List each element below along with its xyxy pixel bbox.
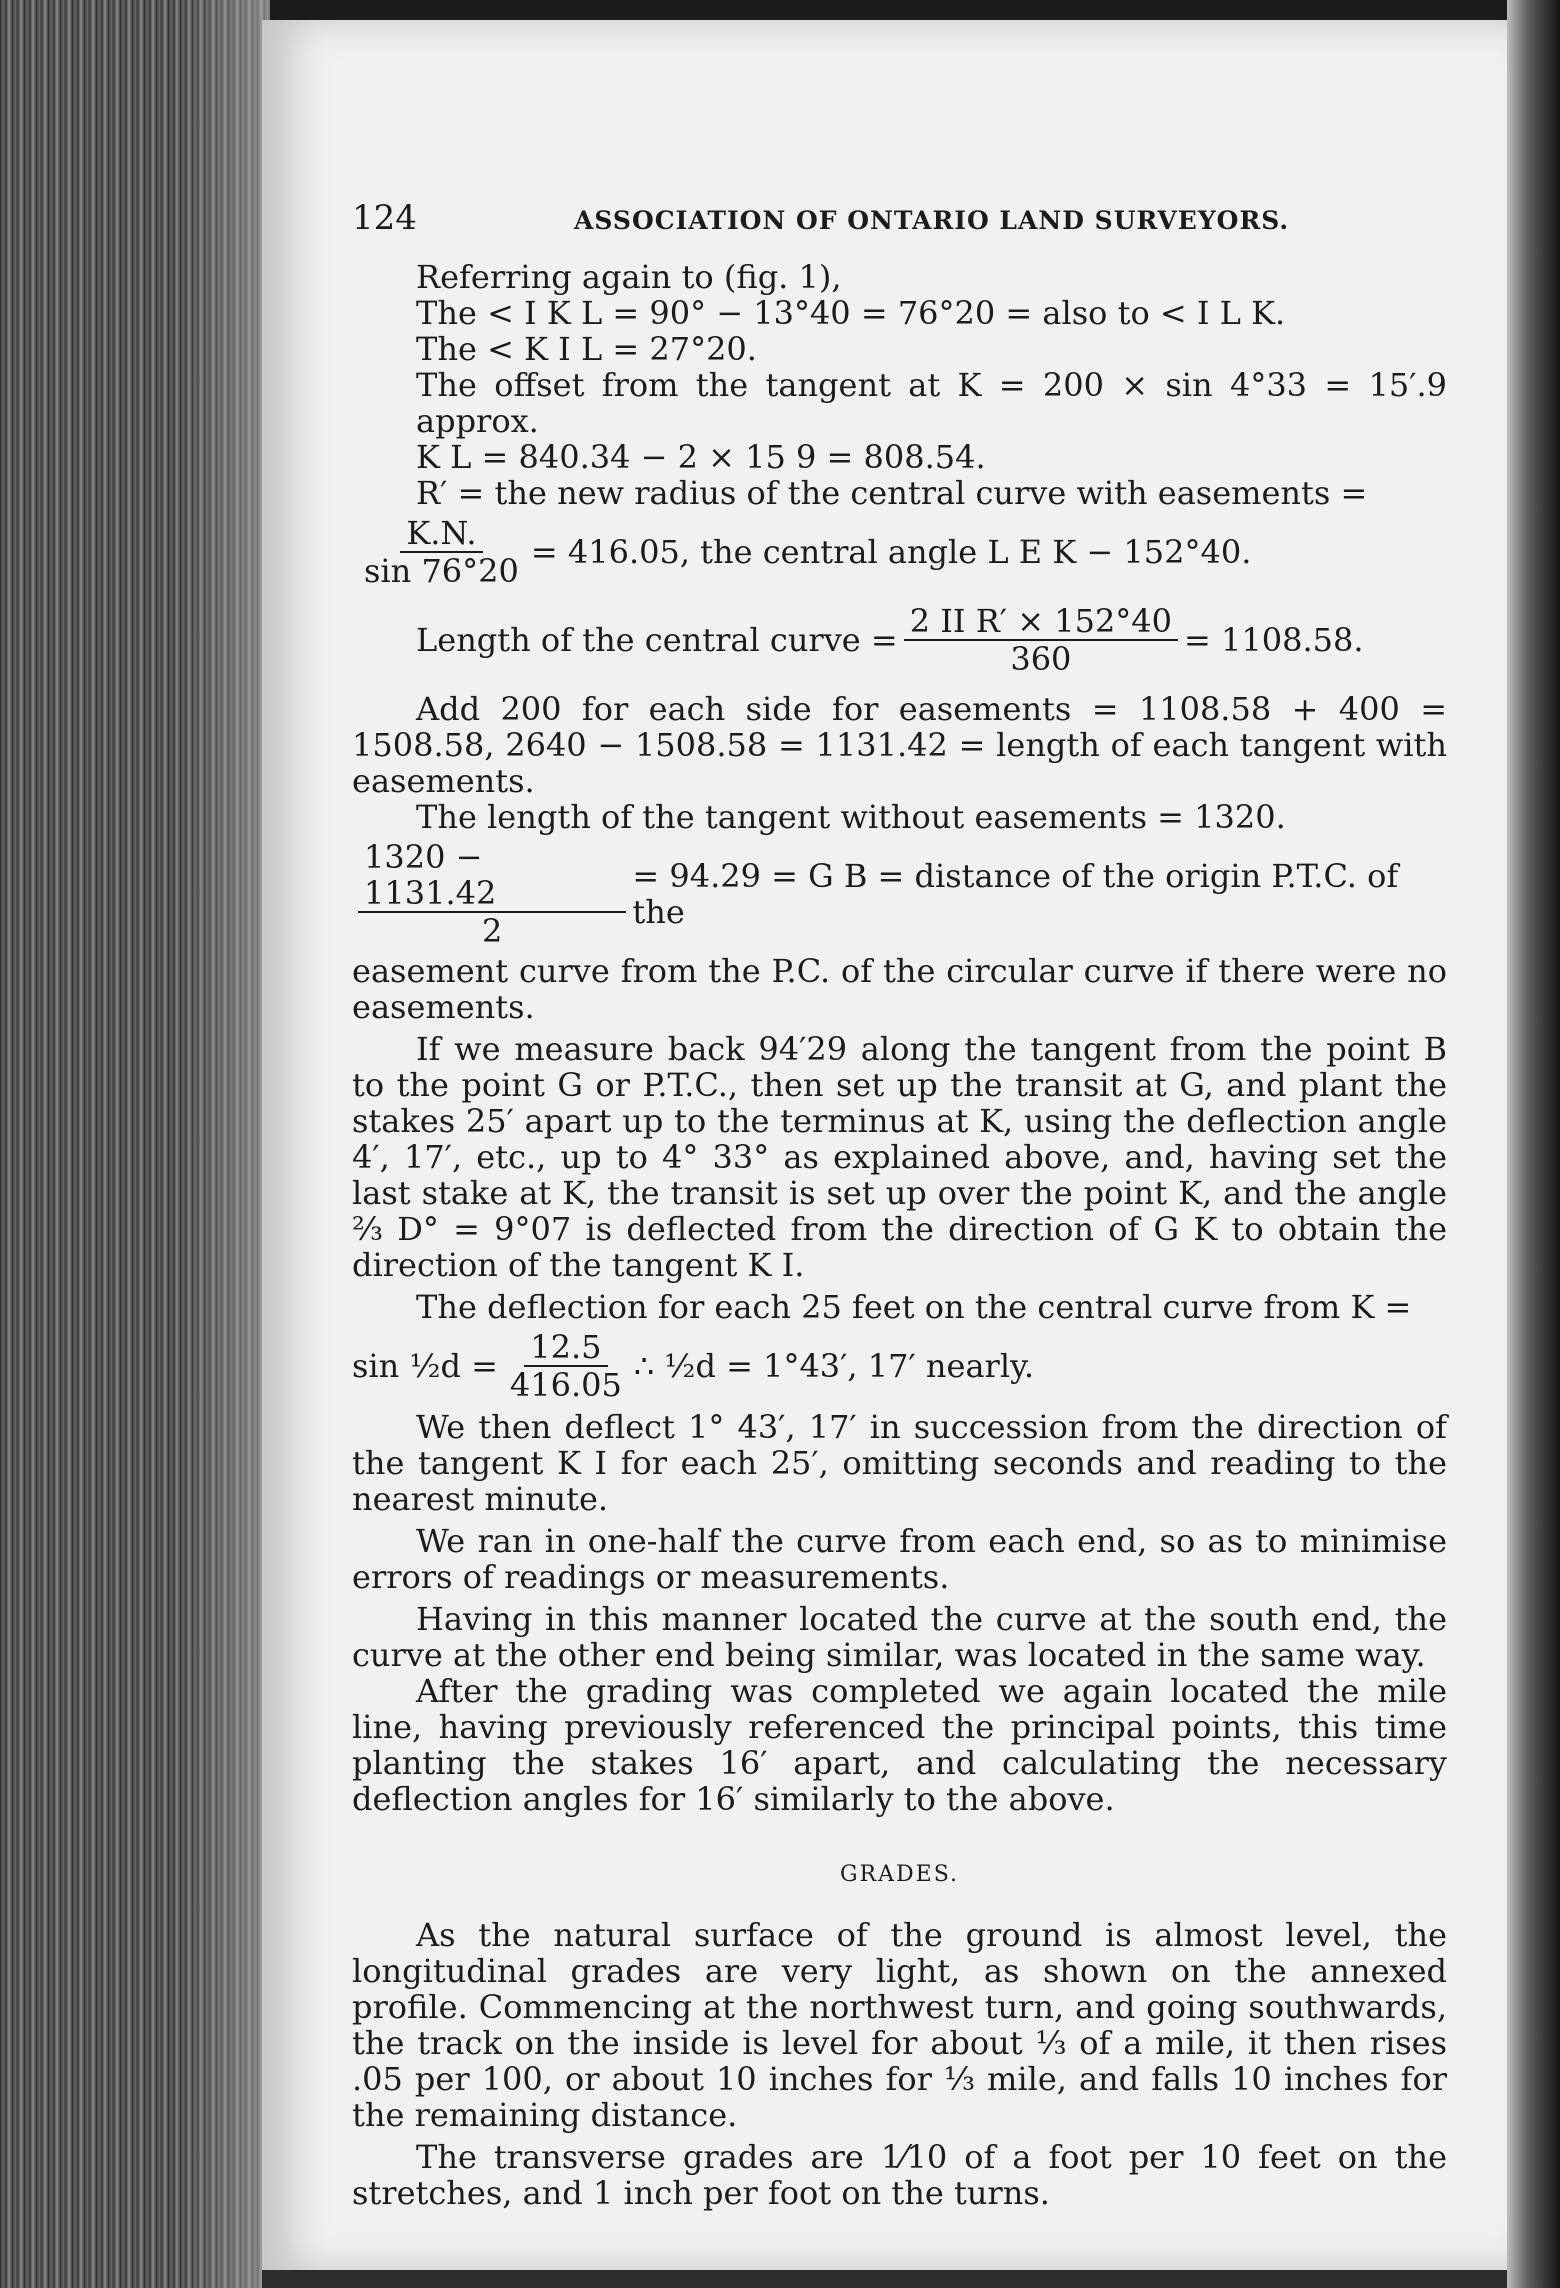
fraction-denominator: 2 — [482, 912, 503, 950]
book-binding-edge — [0, 0, 270, 2288]
equation-lead: Length of the central curve = — [416, 621, 898, 659]
text-line: R′ = the new radius of the central curve with easements = — [416, 474, 1368, 512]
page-bottom-edge — [262, 2270, 1507, 2288]
fraction — [358, 839, 626, 949]
page-text — [352, 200, 1447, 2211]
fraction-denominator: sin 76°20 — [364, 552, 519, 590]
paragraph: After the grading was completed we again located the mile line, having previously referenced the principal points, this time planting the stakes 16′ apart, and calculating the necessary deflection angles for 16′ similarly to the above. — [352, 1672, 1447, 1818]
running-head: ASSOCIATION OF ONTARIO LAND SURVEYORS. — [574, 206, 1290, 235]
equation-rest: ∴ ½d = 1°43′, 17′ nearly. — [633, 1347, 1035, 1385]
fraction-denominator: 360 — [1010, 640, 1072, 678]
equation-gb — [352, 839, 1447, 949]
fraction — [504, 1329, 628, 1403]
page-number: 124 — [352, 198, 417, 238]
fraction-numerator: 2 II R′ × 152°40 — [904, 603, 1178, 641]
fraction — [904, 603, 1178, 677]
paragraph: If we measure back 94′29 along the tangent from the point B to the point G or P.T.C., then set up the transit at G, and plant the stakes 25′ apart up to the terminus at K, using the deflection angle 4′, 17′, etc., up to 4° 33° as explained above, and, having set the last stake at K, the transit is set up over the point K, and the angle ⅔ D° = 9°07 is deflected from the direction of G K to obtain the direction of the tangent K I. — [352, 1030, 1447, 1284]
equation-rest: = 1108.58. — [1184, 621, 1364, 659]
text-line: Referring again to (fig. 1), — [416, 258, 842, 296]
fraction-numerator: 1320 − 1131.42 — [358, 839, 626, 913]
paragraph: We then deflect 1° 43′, 17′ in succession from the direction of the tangent K I for each 25′, omitting seconds and reading to the nearest minute. — [352, 1408, 1447, 1518]
equation-lead: sin ½d = — [352, 1347, 498, 1385]
fraction — [358, 515, 525, 589]
text-line: easement curve from the P.C. of the circular curve if there were no easements. — [352, 952, 1447, 1026]
text-line: The length of the tangent without easements = 1320. — [416, 798, 1286, 836]
paragraph: Having in this manner located the curve at the south end, the curve at the other end being similar, was located in the same way. — [352, 1600, 1447, 1674]
equation-rest: = 416.05, the central angle L E K − 152°40. — [530, 533, 1252, 571]
paragraph: The transverse grades are 1⁄10 of a foot per 10 feet on the stretches, and 1 inch per foot on the turns. — [352, 2138, 1447, 2212]
page-header — [352, 200, 1447, 239]
paragraph: As the natural surface of the ground is almost level, the longitudinal grades are very light, as shown on the annexed profile. Commencing at the northwest turn, and going southwards, the track on the inside is level for about ⅓ of a mile, it then rises .05 per 100, or about 10 inches for ⅓ mile, and falls 10 inches for the remaining distance. — [352, 1916, 1447, 2134]
text-line: The offset from the tangent at K = 200 × sin 4°33 = 15′.9 approx. — [416, 366, 1447, 440]
fraction-denominator: 416.05 — [509, 1366, 622, 1404]
fraction-numerator: 12.5 — [524, 1329, 607, 1367]
equation-radius — [352, 515, 1447, 589]
fraction-numerator: K.N. — [400, 515, 482, 553]
equation-rest: = 94.29 = G B = distance of the origin P.T.C. of the — [632, 857, 1399, 931]
text-line: The < K I L = 27°20. — [416, 330, 757, 368]
section-heading-grades: GRADES. — [839, 1862, 959, 1887]
text-line: The < I K L = 90° − 13°40 = 76°20 = also to < I L K. — [416, 294, 1286, 332]
paragraph: Add 200 for each side for easements = 1108.58 + 400 = 1508.58, 2640 − 1508.58 = 1131.42 = length of each tangent with easements. — [352, 690, 1447, 800]
paragraph: We ran in one-half the curve from each end, so as to minimise errors of readings or measurements. — [352, 1522, 1447, 1596]
equation-length — [352, 603, 1447, 677]
page-right-shadow — [1507, 0, 1560, 2288]
text-line: K L = 840.34 − 2 × 15 9 = 808.54. — [416, 438, 986, 476]
equation-deflection — [352, 1329, 1447, 1403]
paragraph: The deflection for each 25 feet on the central curve from K = — [416, 1288, 1412, 1326]
